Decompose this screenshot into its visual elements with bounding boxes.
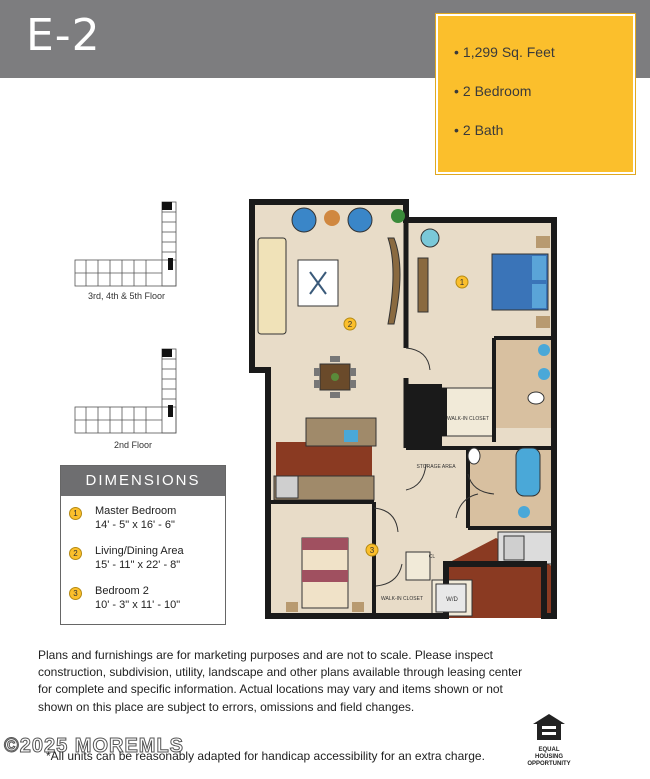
- spec-baths: • 2 Bath: [454, 122, 504, 138]
- svg-text:3: 3: [369, 546, 375, 555]
- dim-room-name: Master Bedroom: [95, 505, 177, 517]
- room-badge-2: [344, 318, 356, 330]
- accessibility-footnote: *All units can be reasonably adapted for handicap accessibility for an extra charge.: [46, 749, 485, 763]
- floor-plan: [246, 198, 562, 626]
- room-badge-1: [456, 276, 468, 288]
- room-number-badge: 2: [69, 547, 82, 560]
- room-number-badge: 3: [69, 587, 82, 600]
- watermark: ©2025 MOREMLS: [4, 735, 185, 757]
- keyplan-upper-caption: 3rd, 4th & 5th Floor: [88, 291, 166, 301]
- label-walk-in-closet-bedroom-2: WALK-IN CLOSET: [380, 596, 424, 602]
- svg-text:2: 2: [347, 320, 353, 329]
- disclaimer-text: Plans and furnishings are for marketing purposes and are not to scale. Please inspect construction, subdivision, utility, landscape and other plans available through leasing center for complete and specific information. Actual locations may vary and items shown or not shown on this place are subject to errors, omissions and field changes.: [38, 648, 523, 714]
- dim-room-name: Bedroom 2: [95, 585, 149, 597]
- keyplan-upper-floors: [74, 200, 194, 290]
- keyplan-lower-caption: 2nd Floor: [114, 440, 153, 450]
- svg-text:1: 1: [459, 278, 465, 287]
- label-washer-dryer: W/D: [446, 597, 458, 603]
- spec-bedrooms: • 2 Bedroom: [454, 83, 532, 99]
- dimensions-heading: DIMENSIONS: [61, 466, 225, 496]
- dim-room-size: 14' - 5" x 16' - 6": [95, 519, 175, 531]
- label-walk-in-closet-master: WALK-IN CLOSET: [446, 416, 490, 422]
- room-number-badge: 1: [69, 507, 82, 520]
- dim-room-size: 15' - 11" x 22' - 8": [95, 559, 181, 571]
- dim-room-name: Living/Dining Area: [95, 545, 184, 557]
- label-closet: CL: [428, 554, 436, 560]
- keyplan-second-floor: [74, 347, 194, 437]
- label-storage-area: STORAGE AREA: [416, 464, 456, 470]
- house-icon: [531, 712, 567, 742]
- spec-sq-feet: • 1,299 Sq. Feet: [454, 44, 555, 60]
- dim-room-size: 10' - 3" x 11' - 10": [95, 599, 181, 611]
- room-badge-3: [366, 544, 378, 556]
- equal-housing-logo: [524, 712, 574, 768]
- eho-line-2: OPPORTUNITY: [527, 761, 571, 767]
- eho-line-1: EQUAL HOUSING: [534, 747, 563, 760]
- dimensions-box: [60, 465, 226, 625]
- spec-card: [436, 14, 635, 174]
- unit-title: E-2: [26, 10, 101, 61]
